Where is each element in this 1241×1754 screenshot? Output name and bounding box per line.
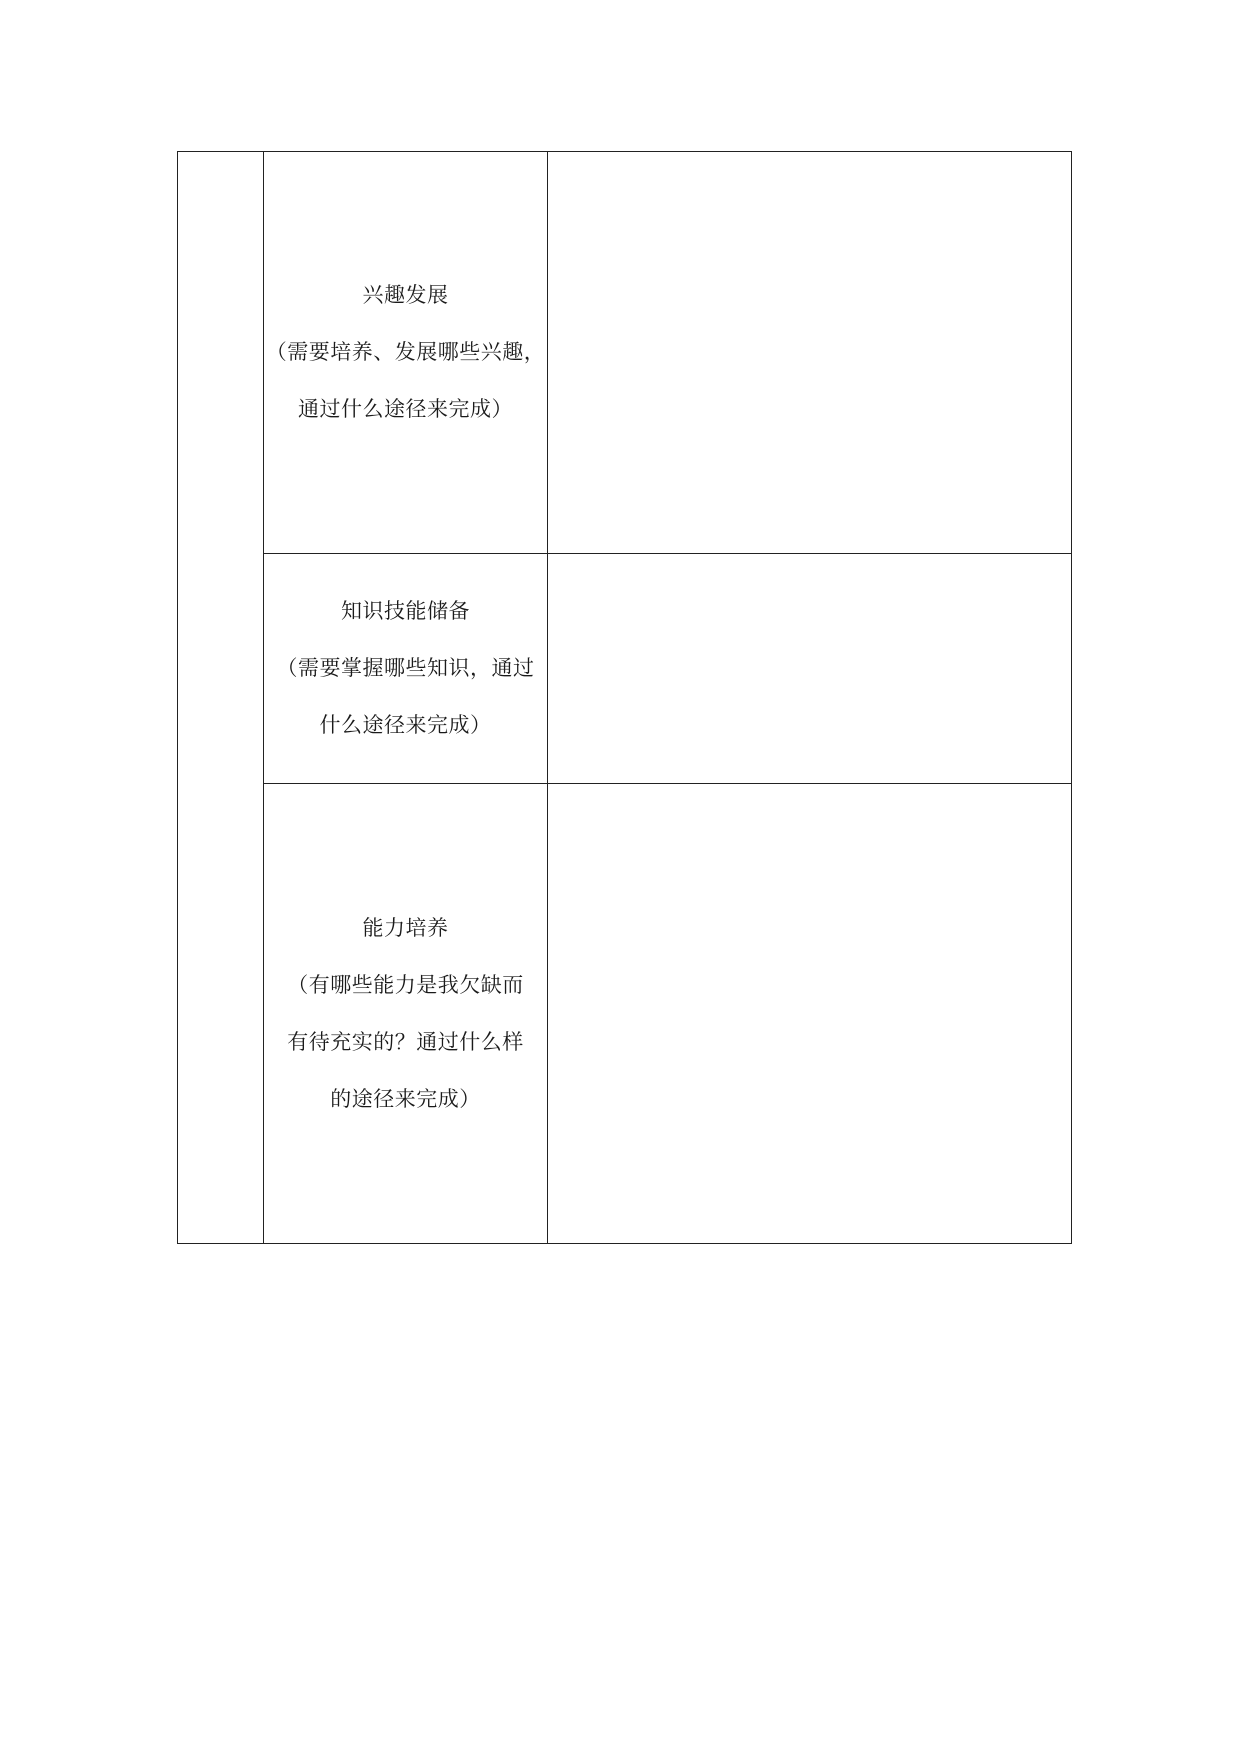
knowledge-label-cell (264, 554, 548, 784)
plan-form-table (177, 151, 1072, 1244)
merged-category-cell (178, 152, 264, 1244)
knowledge-hint-line-1: （需要掌握哪些知识，通过 (276, 656, 535, 680)
ability-value-cell[interactable] (548, 784, 1072, 1244)
interest-value-cell[interactable] (548, 152, 1072, 554)
ability-hint-line-3: 的途径来完成） (330, 1086, 481, 1111)
knowledge-title: 知识技能储备 (341, 599, 470, 623)
ability-hint-line-1: （有哪些能力是我欠缺而 (287, 972, 524, 997)
ability-hint-line-2: 有待充实的？通过什么样 (287, 1029, 524, 1054)
table-row-ability (178, 784, 1072, 1244)
knowledge-value-cell[interactable] (548, 554, 1072, 784)
knowledge-hint-line-2: 什么途径来完成） (319, 713, 492, 737)
interest-label-cell (264, 152, 548, 554)
interest-hint-line-1: （需要培养、发展哪些兴趣， (265, 340, 546, 364)
interest-title: 兴趣发展 (362, 283, 449, 307)
ability-title: 能力培养 (362, 915, 449, 940)
interest-hint-line-2: 通过什么途径来完成） (298, 397, 513, 421)
table-row-interest (178, 152, 1072, 554)
ability-label-cell (264, 784, 548, 1244)
table-row-knowledge (178, 554, 1072, 784)
